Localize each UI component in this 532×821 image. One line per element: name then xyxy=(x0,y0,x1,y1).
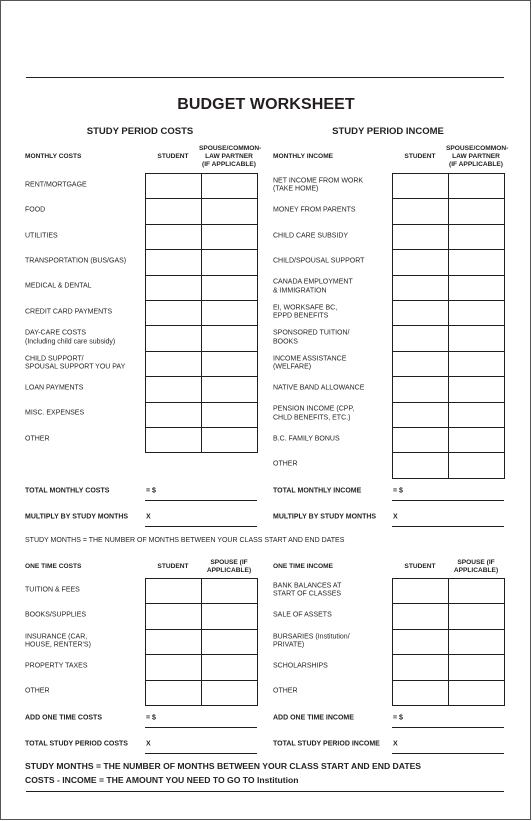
monthly-costs-cell-spouse[interactable] xyxy=(202,428,258,453)
one-time-costs-grid xyxy=(145,578,258,706)
one-time-income-item-label: BANK BALANCES AT START OF CLASSES xyxy=(273,582,342,598)
one-time-income-cell-spouse[interactable] xyxy=(449,681,505,706)
monthly-income-item-label: OTHER xyxy=(273,460,298,468)
monthly-income-cell-student[interactable] xyxy=(393,174,449,199)
monthly-income-cell-student[interactable] xyxy=(393,352,449,377)
monthly-costs-cell-student[interactable] xyxy=(146,199,202,224)
monthly-income-cell-spouse[interactable] xyxy=(449,199,505,224)
monthly-costs-cell-student[interactable] xyxy=(146,301,202,326)
monthly-income-cell-student[interactable] xyxy=(393,225,449,250)
monthly-income-grid xyxy=(392,173,505,479)
one-time-income-cell-spouse[interactable] xyxy=(449,655,505,680)
study-months-note: STUDY MONTHS = THE NUMBER OF MONTHS BETWEEN YOUR CLASS START AND END DATES xyxy=(25,537,345,544)
monthly-income-cell-student[interactable] xyxy=(393,428,449,453)
add-one-time-income-label: ADD ONE TIME INCOME xyxy=(273,714,354,722)
costs-heading: STUDY PERIOD COSTS xyxy=(86,126,194,137)
one-time-income-student-header: STUDENT xyxy=(404,563,436,570)
monthly-cost-item-label: LOAN PAYMENTS xyxy=(25,384,84,392)
one-time-income-cell-student[interactable] xyxy=(393,681,449,706)
monthly-income-cell-student[interactable] xyxy=(393,301,449,326)
top-rule xyxy=(26,77,504,78)
total-monthly-income-label: TOTAL MONTHLY INCOME xyxy=(273,487,362,495)
monthly-costs-cell-student[interactable] xyxy=(146,250,202,275)
total-study-income-line[interactable] xyxy=(392,753,504,754)
one-time-income-cell-student[interactable] xyxy=(393,655,449,680)
monthly-income-cell-student[interactable] xyxy=(393,250,449,275)
monthly-costs-cell-spouse[interactable] xyxy=(202,326,258,351)
monthly-costs-cell-spouse[interactable] xyxy=(202,352,258,377)
add-one-time-costs-value: = $ xyxy=(146,714,156,722)
monthly-costs-cell-spouse[interactable] xyxy=(202,199,258,224)
total-monthly-income-line[interactable] xyxy=(392,500,504,501)
monthly-income-cell-student[interactable] xyxy=(393,403,449,428)
monthly-costs-cell-student[interactable] xyxy=(146,225,202,250)
page-title: BUDGET WORKSHEET xyxy=(177,96,355,113)
monthly-income-item-label: NET INCOME FROM WORK (TAKE HOME) xyxy=(273,177,364,193)
multiply-costs-value: X xyxy=(146,513,151,521)
income-student-header: STUDENT xyxy=(404,153,436,160)
one-time-costs-cell-spouse[interactable] xyxy=(202,655,258,680)
one-time-costs-cell-student[interactable] xyxy=(146,604,202,629)
one-time-income-item-label: OTHER xyxy=(273,688,298,695)
total-study-income-value: X xyxy=(393,740,398,748)
monthly-costs-cell-spouse[interactable] xyxy=(202,377,258,402)
multiply-income-label: MULTIPLY BY STUDY MONTHS xyxy=(273,513,377,521)
one-time-income-cell-spouse[interactable] xyxy=(449,630,505,655)
monthly-income-item-label: INCOME ASSISTANCE (WELFARE) xyxy=(273,354,347,371)
monthly-costs-cell-spouse[interactable] xyxy=(202,403,258,428)
monthly-costs-cell-spouse[interactable] xyxy=(202,225,258,250)
monthly-income-item-label: SPONSORED TUITION/ BOOKS xyxy=(273,329,350,346)
monthly-income-item-label: NATIVE BAND ALLOWANCE xyxy=(273,384,365,392)
one-time-costs-cell-student[interactable] xyxy=(146,681,202,706)
total-monthly-costs-label: TOTAL MONTHLY COSTS xyxy=(25,487,110,495)
monthly-cost-item-label: CHILD SUPPORT/ SPOUSAL SUPPORT YOU PAY xyxy=(25,354,126,371)
add-one-time-costs-line[interactable] xyxy=(145,727,257,728)
monthly-income-cell-spouse[interactable] xyxy=(449,225,505,250)
monthly-costs-cell-spouse[interactable] xyxy=(202,276,258,301)
monthly-costs-cell-student[interactable] xyxy=(146,174,202,199)
monthly-income-cell-spouse[interactable] xyxy=(449,403,505,428)
one-time-costs-cell-student[interactable] xyxy=(146,630,202,655)
monthly-cost-item-label: FOOD xyxy=(25,206,46,214)
multiply-income-line[interactable] xyxy=(392,526,504,527)
monthly-cost-item-label: MISC. EXPENSES xyxy=(25,410,85,417)
total-study-costs-value: X xyxy=(146,740,151,748)
one-time-cost-item-label: PROPERTY TAXES xyxy=(25,662,88,670)
one-time-income-header: ONE TIME INCOME xyxy=(273,563,334,570)
one-time-cost-item-label: BOOKS/SUPPLIES xyxy=(25,611,87,619)
monthly-income-cell-spouse[interactable] xyxy=(449,250,505,275)
monthly-costs-cell-spouse[interactable] xyxy=(202,174,258,199)
monthly-income-item-label: PENSION INCOME (CPP, CHLD BENEFITS, ETC.) xyxy=(273,405,355,422)
monthly-cost-item-label: DAY-CARE COSTS (Including child care subsidy) xyxy=(25,329,116,346)
monthly-income-cell-spouse[interactable] xyxy=(449,453,505,478)
one-time-costs-cell-student[interactable] xyxy=(146,579,202,604)
monthly-income-cell-spouse[interactable] xyxy=(449,301,505,326)
monthly-income-cell-spouse[interactable] xyxy=(449,276,505,301)
monthly-cost-item-label: CREDIT CARD PAYMENTS xyxy=(25,308,113,316)
bottom-rule xyxy=(26,791,504,792)
one-time-costs-header: ONE TIME COSTS xyxy=(25,563,82,570)
total-study-costs-label: TOTAL STUDY PERIOD COSTS xyxy=(25,740,128,748)
one-time-costs-spouse-header: SPOUSE (IF APPLICABLE) xyxy=(206,559,252,575)
total-monthly-costs-value: = $ xyxy=(146,487,156,495)
monthly-income-item-label: CANADA EMPLOYMENT & IMMIGRATION xyxy=(273,278,353,295)
one-time-income-cell-student[interactable] xyxy=(393,579,449,604)
monthly-income-cell-spouse[interactable] xyxy=(449,428,505,453)
monthly-income-item-label: EI, WORKSAFE BC, EPPD BENEFITS xyxy=(273,304,338,320)
monthly-costs-cell-spouse[interactable] xyxy=(202,301,258,326)
total-monthly-income-value: = $ xyxy=(393,487,403,495)
footer-line-1: STUDY MONTHS = THE NUMBER OF MONTHS BETWEEN YOUR CLASS START AND END DATES xyxy=(25,761,422,771)
monthly-costs-cell-student[interactable] xyxy=(146,377,202,402)
monthly-income-item-label: CHILD/SPOUSAL SUPPORT xyxy=(273,257,365,265)
add-one-time-income-line[interactable] xyxy=(392,727,504,728)
one-time-costs-student-header: STUDENT xyxy=(157,563,189,570)
monthly-costs-cell-student[interactable] xyxy=(146,403,202,428)
one-time-income-cell-student[interactable] xyxy=(393,604,449,629)
footer-line-2: COSTS - INCOME = THE AMOUNT YOU NEED TO GO TO Institution xyxy=(25,775,299,785)
monthly-income-cell-spouse[interactable] xyxy=(449,352,505,377)
monthly-income-cell-spouse[interactable] xyxy=(449,377,505,402)
one-time-income-item-label: BURSARIES (Institution/ PRIVATE) xyxy=(273,632,350,649)
monthly-income-cell-student[interactable] xyxy=(393,453,449,478)
monthly-costs-cell-student[interactable] xyxy=(146,276,202,301)
one-time-income-cell-spouse[interactable] xyxy=(449,579,505,604)
monthly-cost-item-label: OTHER xyxy=(25,435,50,443)
one-time-income-cell-student[interactable] xyxy=(393,630,449,655)
one-time-cost-item-label: INSURANCE (CAR, HOUSE, RENTER'S) xyxy=(25,632,91,649)
monthly-costs-header: MONTHLY COSTS xyxy=(25,153,82,160)
one-time-costs-cell-spouse[interactable] xyxy=(202,604,258,629)
one-time-costs-cell-spouse[interactable] xyxy=(202,630,258,655)
one-time-income-spouse-header: SPOUSE (IF APPLICABLE) xyxy=(453,559,499,575)
monthly-costs-cell-student[interactable] xyxy=(146,352,202,377)
total-monthly-costs-line[interactable] xyxy=(145,500,257,501)
monthly-costs-cell-student[interactable] xyxy=(146,326,202,351)
income-partner-header: SPOUSE/COMMON- LAW PARTNER (IF APPLICABLE) xyxy=(446,145,509,169)
monthly-income-cell-student[interactable] xyxy=(393,199,449,224)
total-study-costs-line[interactable] xyxy=(145,753,257,754)
total-study-income-label: TOTAL STUDY PERIOD INCOME xyxy=(273,740,380,748)
one-time-costs-cell-student[interactable] xyxy=(146,655,202,680)
income-heading: STUDY PERIOD INCOME xyxy=(332,126,444,137)
monthly-cost-item-label: RENT/MORTGAGE xyxy=(25,181,87,189)
monthly-income-item-label: MONEY FROM PARENTS xyxy=(273,206,356,214)
one-time-income-item-label: SCHOLARSHIPS xyxy=(273,662,328,670)
monthly-income-cell-spouse[interactable] xyxy=(449,174,505,199)
one-time-cost-item-label: TUITION & FEES xyxy=(25,586,80,594)
monthly-income-item-label: CHILD CARE SUBSIDY xyxy=(273,232,349,240)
one-time-costs-cell-spouse[interactable] xyxy=(202,681,258,706)
monthly-income-header: MONTHLY INCOME xyxy=(273,153,334,160)
one-time-cost-item-label: OTHER xyxy=(25,688,50,695)
monthly-costs-cell-spouse[interactable] xyxy=(202,250,258,275)
monthly-income-cell-spouse[interactable] xyxy=(449,326,505,351)
multiply-costs-label: MULTIPLY BY STUDY MONTHS xyxy=(25,513,129,521)
monthly-income-cell-student[interactable] xyxy=(393,276,449,301)
monthly-costs-grid xyxy=(145,173,258,453)
add-one-time-costs-label: ADD ONE TIME COSTS xyxy=(25,714,103,722)
monthly-income-cell-student[interactable] xyxy=(393,326,449,351)
monthly-income-cell-student[interactable] xyxy=(393,377,449,402)
multiply-costs-line[interactable] xyxy=(145,526,257,527)
add-one-time-income-value: = $ xyxy=(393,714,403,722)
costs-student-header: STUDENT xyxy=(157,153,189,160)
one-time-income-grid xyxy=(392,578,505,706)
monthly-income-item-label: B.C. FAMILY BONUS xyxy=(273,435,340,443)
multiply-income-value: X xyxy=(393,513,398,521)
costs-partner-header: SPOUSE/COMMON- LAW PARTNER (IF APPLICABLE) xyxy=(199,145,262,169)
one-time-income-cell-spouse[interactable] xyxy=(449,604,505,629)
monthly-cost-item-label: UTILITIES xyxy=(25,232,58,240)
monthly-cost-item-label: MEDICAL & DENTAL xyxy=(25,283,92,290)
one-time-costs-cell-spouse[interactable] xyxy=(202,579,258,604)
monthly-costs-cell-student[interactable] xyxy=(146,428,202,453)
one-time-income-item-label: SALE OF ASSETS xyxy=(273,611,332,619)
monthly-cost-item-label: TRANSPORTATION (BUS/GAS) xyxy=(25,257,127,265)
